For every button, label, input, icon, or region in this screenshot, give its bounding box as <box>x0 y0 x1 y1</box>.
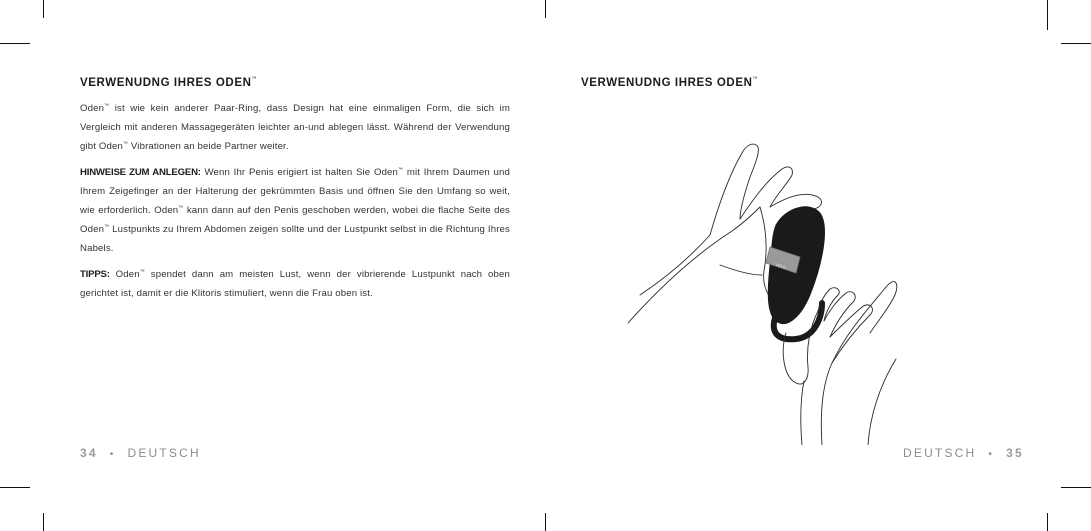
device-brand-logo: LELO <box>775 261 787 270</box>
hinweise-paragraph <box>80 163 510 259</box>
trademark-symbol: ™ <box>122 141 129 148</box>
tipps-text: Oden <box>109 268 140 280</box>
right-page-footer <box>903 446 1024 460</box>
lower-hand-outline <box>821 282 897 445</box>
trademark-symbol: ™ <box>178 205 184 212</box>
crop-mark <box>545 513 546 531</box>
crop-mark <box>43 0 44 18</box>
left-page-footer <box>80 446 201 460</box>
hinweise-label: HINWEISE ZUM ANLEGEN: <box>80 166 201 178</box>
upper-hand-outline <box>628 207 760 323</box>
crop-mark <box>0 43 30 44</box>
lower-hand-finger <box>824 292 855 337</box>
trademark-symbol: ™ <box>398 166 404 173</box>
trademark-symbol: ™ <box>251 76 258 82</box>
upper-hand-outline <box>720 265 762 275</box>
heading-text: VERWENUDNG IHRES ODEN <box>80 77 252 89</box>
right-page-heading <box>581 77 758 89</box>
intro-paragraph <box>80 99 510 157</box>
hinweise-text: Lustpunkts zu Ihrem Abdomen zeigen sollte und der Lustpunkt selbst in die Richtung Ihres Nabels. <box>80 224 510 255</box>
intro-text: Vibrationen an beide Partner weiter. <box>128 141 289 153</box>
left-page-heading <box>80 77 257 89</box>
page-number: 34 <box>80 446 98 460</box>
intro-text: ist wie kein anderer Paar-Ring, dass Design hat eine einmaligen Form, die sich im Vergleich mit anderen Massagegeräten leichter an-und ablegen lässt. Während der Verwendung gibt Oden <box>80 103 510 153</box>
crop-mark <box>0 487 30 488</box>
crop-mark <box>1047 0 1048 30</box>
trademark-symbol: ™ <box>104 103 110 109</box>
language-label: DEUTSCH <box>903 446 977 460</box>
upper-hand-finger <box>740 167 792 219</box>
upper-hand-finger <box>710 144 758 235</box>
bullet-separator: • <box>109 449 116 460</box>
trademark-symbol: ™ <box>139 268 145 275</box>
hinweise-text: kann dann auf den Penis geschoben werden, wobei die flache Seite des Oden <box>80 205 510 236</box>
trademark-symbol: ™ <box>104 224 110 231</box>
page-number: 35 <box>1006 446 1024 460</box>
hinweise-text: Wenn Ihr Penis erigiert ist halten Sie Oden <box>200 166 399 178</box>
heading-text: VERWENUDNG IHRES ODEN <box>581 77 753 89</box>
tipps-label: TIPPS: <box>80 268 110 280</box>
crop-mark <box>1061 43 1091 44</box>
language-label: DEUTSCH <box>127 446 201 460</box>
crop-mark <box>1047 513 1048 531</box>
tipps-paragraph <box>80 265 510 303</box>
bullet-separator: • <box>988 449 995 460</box>
hinweise-text: mit Ihrem Daumen und Ihrem Zeigefinger an der Halterung der gekrümmten Basis und öffnen Sie den Umfang so weit, wie erforderlich. Oden <box>80 166 510 217</box>
crop-mark <box>545 0 546 18</box>
intro-text: Oden <box>80 103 105 114</box>
upper-hand-outline <box>640 235 710 295</box>
left-page-body <box>80 99 510 309</box>
lower-hand-outline <box>801 381 804 445</box>
crop-mark <box>1061 487 1091 488</box>
lower-hand-outline <box>868 359 896 445</box>
trademark-symbol: ™ <box>752 76 759 82</box>
tipps-text: spendet dann am meisten Lust, wenn der vibrierende Lustpunkt nach oben gerichtet ist, damit er die Klitoris stimuliert, wenn die Frau oben ist. <box>80 268 511 299</box>
crop-mark <box>43 513 44 531</box>
hands-holding-device-illustration <box>600 115 920 445</box>
